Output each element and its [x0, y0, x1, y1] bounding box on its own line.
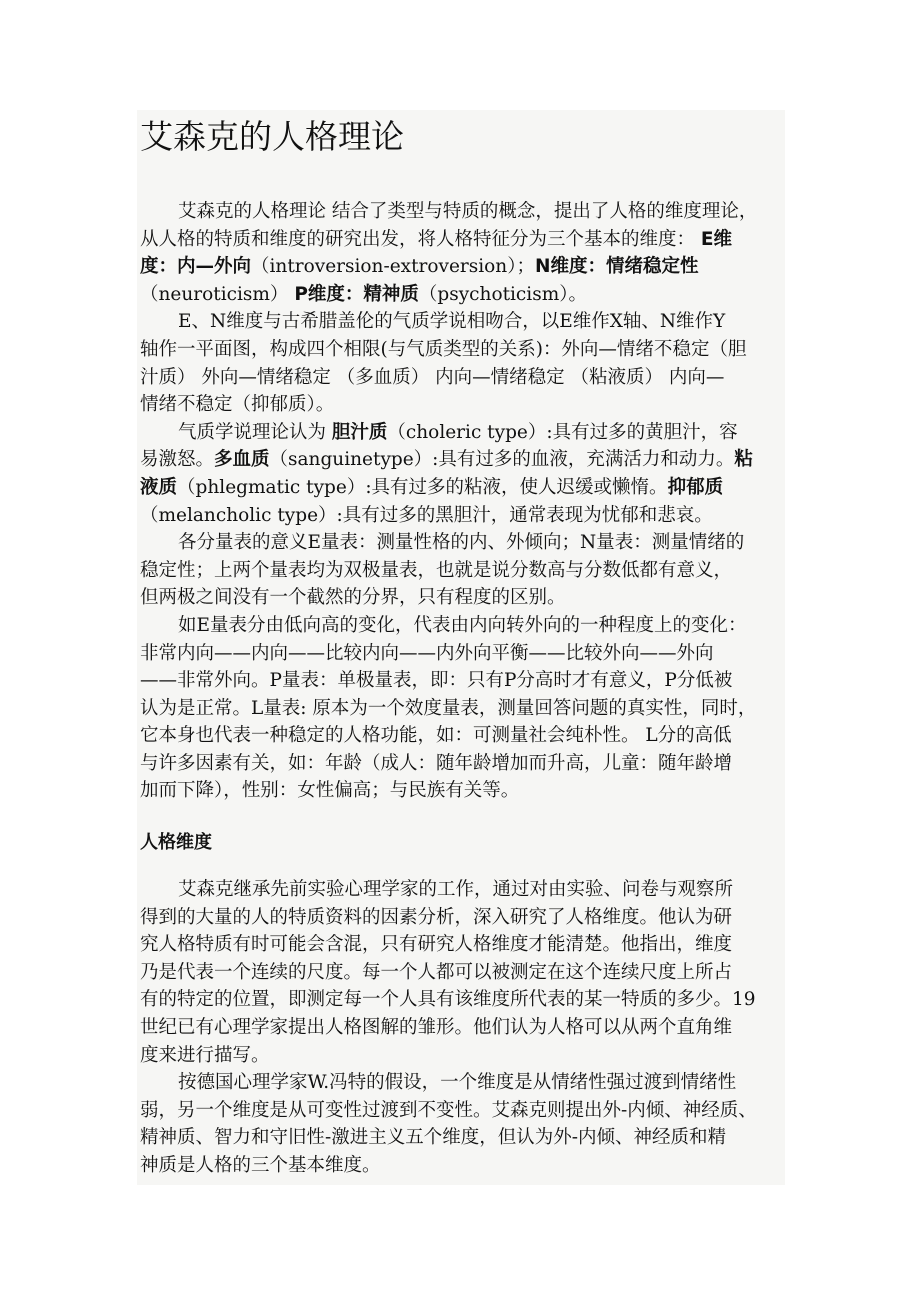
text-line	[140, 474, 800, 502]
section-heading: 人格维度	[140, 832, 212, 853]
text-run: 轴作一平面图，构成四个相限(与气质类型的关系)：外向—情绪不稳定（胆	[140, 338, 747, 360]
paragraph	[140, 308, 800, 418]
text-line	[140, 1069, 800, 1097]
bold-text: 胆汁质	[331, 421, 388, 443]
text-line	[140, 1097, 800, 1125]
text-run: 认为是正常。L量表: 原本为一个效度量表，测量回答问题的真实性，同时，	[140, 697, 757, 719]
page-title: 艾森克的人格理论	[140, 117, 404, 156]
text-line	[140, 931, 800, 959]
text-line	[140, 612, 800, 640]
text-run: 从人格的特质和维度的研究出发，将人格特征分为三个基本的维度：	[140, 228, 701, 250]
text-run: （sanguinetype）:具有过多的血液，充满活力和动力。	[269, 449, 735, 471]
text-run: 易激怒。	[140, 449, 215, 471]
paragraph	[140, 612, 800, 805]
bold-text: N维度：情绪稳定性	[534, 256, 699, 278]
text-line	[140, 446, 800, 474]
text-run: 但两极之间没有一个截然的分界，只有程度的区别。	[140, 587, 566, 609]
text-line	[140, 722, 800, 750]
text-line	[140, 419, 800, 447]
text-line	[140, 557, 800, 585]
bold-text: 度：内—外向	[140, 256, 252, 278]
text-line	[140, 750, 800, 778]
text-run: 情绪不稳定（抑郁质）。	[140, 394, 335, 416]
text-run: 稳定性；上两个量表均为双极量表，也就是说分数高与分数低都有意义，	[140, 559, 733, 581]
text-run: 弱，另一个维度是从可变性过渡到不变性。艾森克则提出外-内倾、神经质、	[140, 1099, 757, 1121]
text-run: 非常内向——内向——比较内向——内外向平衡——比较外向——外向	[140, 642, 714, 664]
paragraph	[140, 876, 800, 1069]
text-run: 精神质、智力和守旧性-激进主义五个维度，但认为外-内倾、神经质和精	[140, 1127, 727, 1149]
text-run: （psychoticism）。	[418, 283, 587, 305]
text-line	[140, 1042, 800, 1070]
text-line	[140, 336, 800, 364]
text-run: （phlegmatic type）:具有过多的粘液，使人迟缓或懒惰。	[177, 476, 668, 498]
text-run: （introversion-extroversion）；	[251, 256, 535, 278]
text-run: 度来进行描写。	[140, 1044, 270, 1066]
body-section-dimensions	[140, 876, 800, 1180]
text-line	[140, 198, 800, 226]
text-line	[140, 986, 800, 1014]
text-run: 究人格特质有时可能会含混，只有研究人格维度才能清楚。他指出，维度	[140, 934, 733, 956]
bold-text: E维	[700, 228, 733, 250]
text-line	[140, 1124, 800, 1152]
text-line	[140, 253, 800, 281]
text-line	[140, 667, 800, 695]
text-run: （neuroticism）	[140, 283, 295, 305]
paragraph	[140, 419, 800, 529]
bold-text: 多血质	[214, 449, 270, 471]
text-run: 得到的大量的人的特质资料的因素分析，深入研究了人格维度。他认为研	[140, 906, 733, 928]
text-line	[140, 1014, 800, 1042]
text-run: （melancholic type）:具有过多的黑胆汁，通常表现为忧郁和悲哀。	[140, 504, 713, 526]
text-line	[140, 502, 800, 530]
text-run: ——非常外向。P量表：单极量表，即：只有P分高时才有意义，P分低被	[140, 670, 733, 692]
text-line	[140, 308, 800, 336]
text-run: 世纪已有心理学家提出人格图解的雏形。他们认为人格可以从两个直角维	[140, 1016, 733, 1038]
text-run: 乃是代表一个连续的尺度。每一个人都可以被测定在这个连续尺度上所占	[140, 961, 733, 983]
text-run: 它本身也代表一种稳定的人格功能，如：可测量社会纯朴性。 L分的高低	[140, 725, 732, 747]
text-line	[140, 281, 800, 309]
text-line	[140, 529, 800, 557]
text-run: 按德国心理学家W.冯特的假设，一个维度是从情绪性强过渡到情绪性	[178, 1072, 737, 1094]
text-line	[140, 364, 800, 392]
text-line	[140, 777, 800, 805]
text-run: 神质是人格的三个基本维度。	[140, 1154, 381, 1176]
text-run: 各分量表的意义E量表：测量性格的内、外倾向；N量表：测量情绪的	[178, 532, 745, 554]
text-run: 与许多因素有关，如：年龄（成人：随年龄增加而升高，儿童：随年龄增	[140, 752, 733, 774]
text-run: （choleric type）:具有过多的黄胆汁，容	[387, 421, 738, 443]
text-line	[140, 904, 800, 932]
text-run: 艾森克的人格理论 结合了类型与特质的概念，提出了人格的维度理论，	[178, 201, 758, 222]
paragraph	[140, 1069, 800, 1179]
text-run: E、N维度与古希腊盖伦的气质学说相吻合，以E维作X轴、N维作Y	[178, 311, 726, 333]
body-section-theory	[140, 198, 800, 805]
text-run: 如E量表分由低向高的变化，代表由内向转外向的一种程度上的变化：	[178, 614, 747, 636]
paragraph	[140, 198, 800, 308]
text-line	[140, 584, 800, 612]
bold-text: 液质	[140, 476, 178, 498]
text-line	[140, 391, 800, 419]
bold-text: P维度：精神质	[294, 283, 419, 305]
text-line	[140, 640, 800, 668]
text-run: 艾森克继承先前实验心理学家的工作，通过对由实验、问卷与观察所	[178, 879, 734, 900]
text-line	[140, 876, 800, 904]
text-line	[140, 1152, 800, 1180]
text-run: 加而下降），性别：女性偏高；与民族有关等。	[140, 780, 520, 802]
paragraph	[140, 529, 800, 612]
text-run: 有的特定的位置，即测定每一个人具有该维度所代表的某一特质的多少。19	[140, 989, 756, 1011]
text-line	[140, 959, 800, 987]
text-run: 气质学说理论认为	[178, 421, 332, 443]
bold-text: 抑郁质	[667, 476, 724, 498]
bold-text: 粘	[734, 449, 753, 471]
text-run: 汁质） 外向—情绪稳定 （多血质） 内向—情绪稳定 （粘液质） 内向—	[140, 366, 725, 388]
text-line	[140, 695, 800, 723]
text-line	[140, 226, 800, 254]
